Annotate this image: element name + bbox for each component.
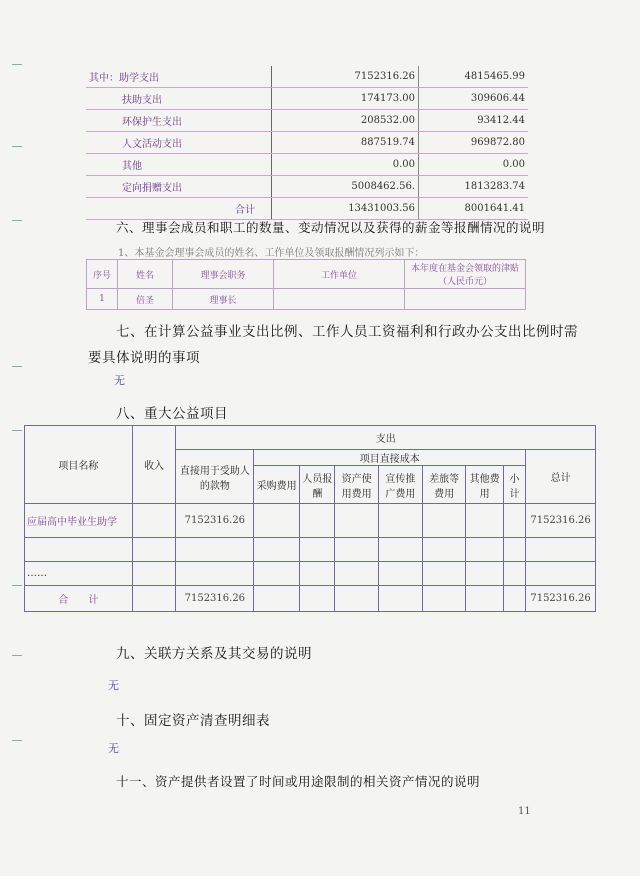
value-previous: 8001641.41 — [419, 198, 529, 220]
table-header-row — [25, 426, 596, 450]
total-cell: 7152316.26 — [526, 504, 596, 538]
value-current: 13431003.56 — [272, 198, 419, 220]
header-income: 收入 — [132, 426, 176, 504]
row-label: 定向捐赠支出 — [86, 176, 272, 198]
margin-mark — [12, 64, 22, 65]
margin-mark — [12, 740, 22, 741]
section10-title: 十、固定资产清查明细表 — [116, 713, 270, 729]
row-label: 其中：助学支出 — [86, 66, 272, 88]
table-row — [87, 289, 526, 310]
cell: 理事长 — [173, 289, 274, 310]
section9-answer: 无 — [108, 679, 119, 692]
header-cell: 本年度在基金会领取的津贴（人民币元） — [405, 260, 526, 289]
cell — [405, 289, 526, 310]
value-previous: 4815465.99 — [419, 66, 529, 88]
margin-mark — [12, 430, 22, 431]
cell: 1 — [87, 289, 118, 310]
table-row — [86, 66, 528, 88]
section7-title-line1: 七、在计算公益事业支出比例、工作人员工资福利和行政办公支出比例时需 — [116, 324, 578, 340]
header-cell: 工作单位 — [274, 260, 405, 289]
header-total: 总计 — [526, 450, 596, 504]
header-col: 其他费用 — [466, 466, 503, 504]
section6-subtitle: 1、本基金会理事会成员的姓名、工作单位及领取报酬情况列示如下： — [118, 248, 425, 259]
header-col: 资产使用费用 — [335, 466, 379, 504]
row-label: 人文活动支出 — [86, 132, 272, 154]
header-cell: 序号 — [87, 260, 118, 289]
value-current: 7152316.26 — [272, 66, 419, 88]
table-row-total — [86, 198, 528, 220]
income-cell — [132, 504, 176, 538]
margin-mark — [12, 366, 22, 367]
header-col: 人员报酬 — [300, 466, 335, 504]
table-row — [25, 538, 596, 562]
project-name: …… — [25, 562, 133, 586]
header-col: 采购费用 — [254, 466, 300, 504]
value-previous: 0.00 — [419, 154, 529, 176]
table-row — [86, 132, 528, 154]
row-label: 环保护生支出 — [86, 110, 272, 132]
cell: 倍圣 — [118, 289, 173, 310]
value-previous: 93412.44 — [419, 110, 529, 132]
table-header-row — [87, 260, 526, 289]
margin-mark — [12, 146, 22, 147]
header-col: 差旅等费用 — [422, 466, 466, 504]
margin-mark — [12, 655, 22, 656]
header-direct: 直接用于受助人的款物 — [176, 450, 254, 504]
value-current: 887519.74 — [272, 132, 419, 154]
value-previous: 309606.44 — [419, 88, 529, 110]
table-row — [86, 110, 528, 132]
sum-total: 7152316.26 — [526, 586, 596, 612]
expense-table — [86, 66, 528, 220]
header-col: 小计 — [503, 466, 525, 504]
section11-title: 十一、资产提供者设置了时间或用途限制的相关资产情况的说明 — [116, 774, 481, 789]
table-row-total — [25, 586, 596, 612]
major-projects-table — [24, 425, 596, 612]
board-members-table — [86, 259, 526, 310]
sum-label: 合 计 — [25, 586, 133, 612]
row-label: 扶助支出 — [86, 88, 272, 110]
header-direct-cost: 项目直接成本 — [254, 450, 526, 466]
row-label: 合计 — [86, 198, 272, 220]
section6-title: 六、理事会成员和职工的数量、变动情况以及获得的薪金等报酬情况的说明 — [116, 220, 546, 235]
value-previous: 1813283.74 — [419, 176, 529, 198]
value-current: 174173.00 — [272, 88, 419, 110]
section7-answer: 无 — [114, 374, 125, 387]
page-number: 11 — [518, 806, 531, 817]
table-row — [25, 562, 596, 586]
table-row — [86, 176, 528, 198]
header-expense: 支出 — [176, 426, 596, 450]
project-name: 应届高中毕业生助学 — [25, 504, 133, 538]
section7-title-line2: 要具体说明的事项 — [88, 350, 200, 366]
header-col: 宣传推广费用 — [379, 466, 423, 504]
header-cell: 姓名 — [118, 260, 173, 289]
value-current: 5008462.56. — [272, 176, 419, 198]
section9-title: 九、关联方关系及其交易的说明 — [116, 646, 312, 662]
header-project: 项目名称 — [25, 426, 133, 504]
sum-direct: 7152316.26 — [176, 586, 254, 612]
row-label: 其他 — [86, 154, 272, 176]
section8-title: 八、重大公益项目 — [116, 406, 228, 422]
cell — [274, 289, 405, 310]
margin-mark — [12, 220, 22, 221]
direct-cell: 7152316.26 — [176, 504, 254, 538]
value-previous: 969872.80 — [419, 132, 529, 154]
value-current: 0.00 — [272, 154, 419, 176]
margin-mark — [12, 585, 22, 586]
value-current: 208532.00 — [272, 110, 419, 132]
table-row — [86, 154, 528, 176]
section10-answer: 无 — [108, 742, 119, 755]
table-row — [25, 504, 596, 538]
table-row — [86, 88, 528, 110]
header-cell: 理事会职务 — [173, 260, 274, 289]
project-name — [25, 538, 133, 562]
